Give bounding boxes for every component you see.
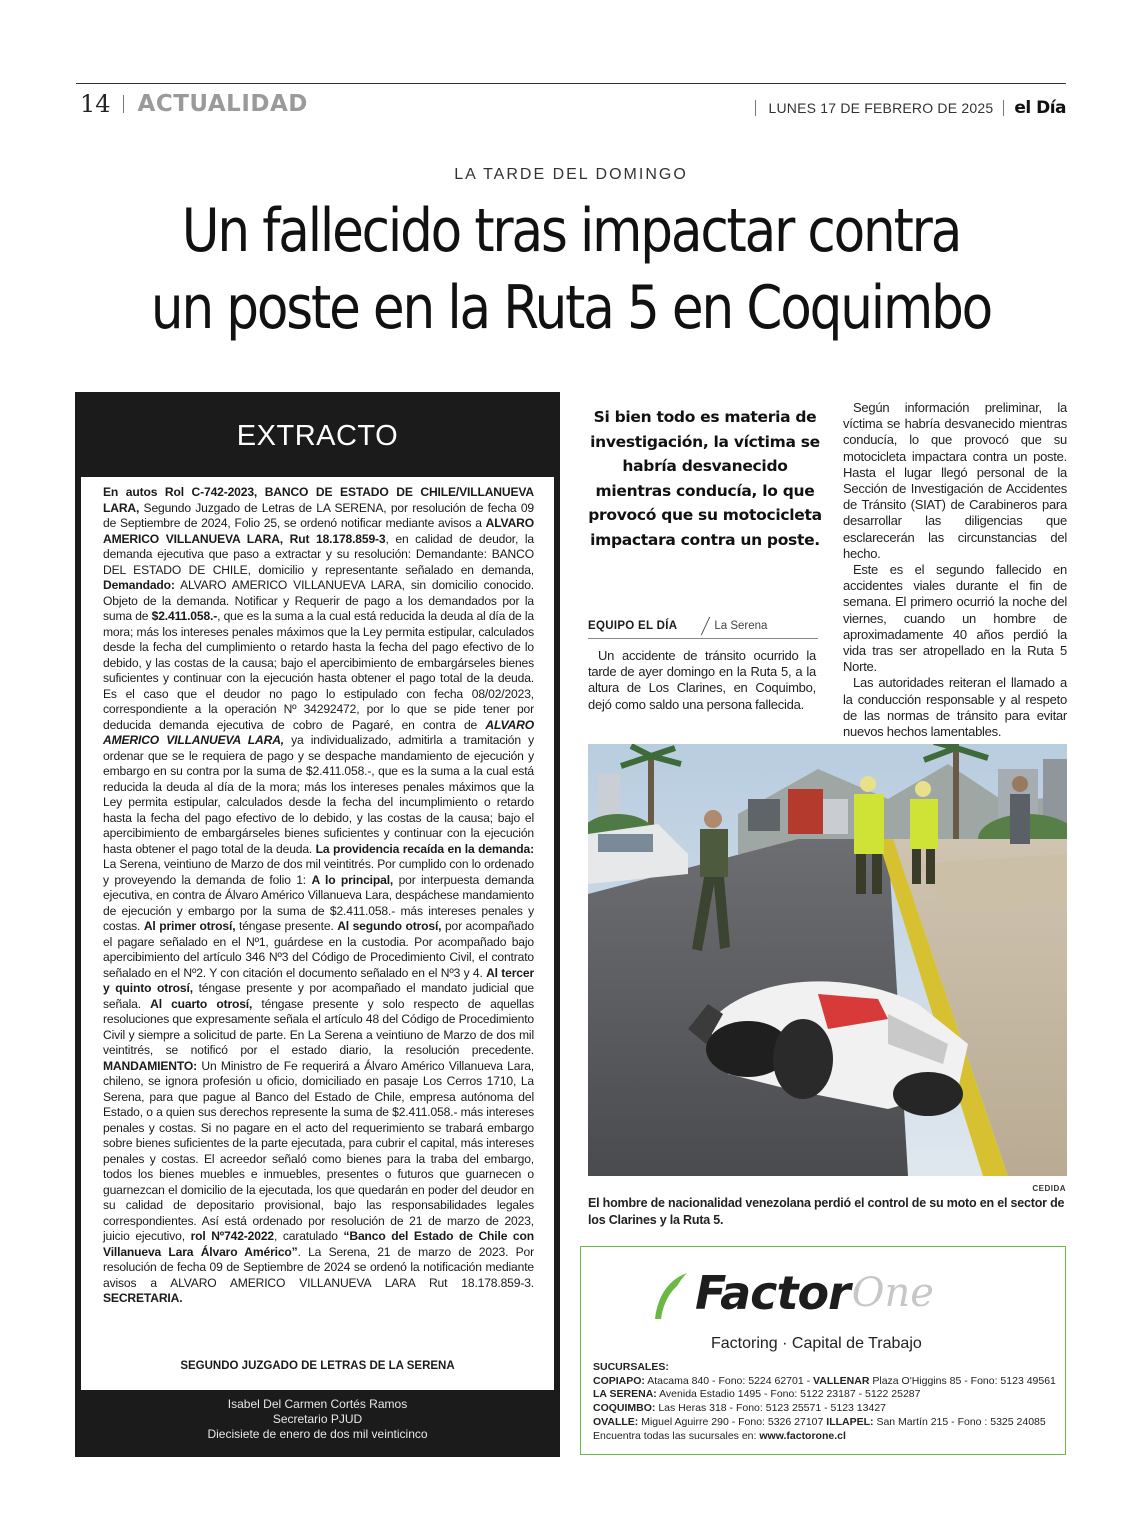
branch-info: San Martín 215 - Fono : 5325 24085 [873, 1415, 1046, 1428]
factorone-advertisement [580, 1246, 1066, 1455]
notice-text: , caratulado [273, 1229, 344, 1243]
notice-label: SECRETARIA. [103, 1291, 183, 1305]
branch-city: ILLAPEL: [826, 1415, 874, 1428]
notice-text: Segundo Juzgado de Letras de LA SERENA, por resolución de fecha 09 de Septiembre de 2024, Folio 25, se ordenó notificar mediante avisos a [103, 500, 534, 530]
headline-line-1: Un fallecido tras impactar contra [181, 196, 961, 266]
legal-notice-title: EXTRACTO [236, 420, 399, 452]
notice-text: téngase presente. [235, 919, 338, 933]
notice-label: Al cuarto otrosí, [150, 996, 253, 1011]
notice-label: Al primer otrosí, [143, 919, 236, 933]
issue-date: LUNES 17 DE FEBRERO DE 2025 [768, 100, 994, 116]
ad-tagline: Factoring · Capital de Trabajo [711, 1335, 922, 1352]
factorone-swoosh-icon [651, 1271, 691, 1321]
notice-label: A lo principal, [311, 872, 394, 887]
byline-location: La Serena [714, 620, 768, 632]
notice-text: La Serena, veintiuno de Marzo de dos mil veintitrés. Por cumplido con lo ordenado y proveyendo la demanda de folio 1: [103, 857, 534, 887]
notice-case: rol Nº742-2022 [190, 1229, 274, 1243]
branch-line [593, 1402, 1057, 1416]
branches-label: SUCURSALES: [593, 1361, 669, 1373]
photo-credit: CEDIDA [1032, 1184, 1066, 1193]
signer-name: Isabel Del Carmen Cortés Ramos [227, 1397, 408, 1411]
branch-city: OVALLE: [593, 1415, 639, 1428]
branch-footer [593, 1430, 1057, 1444]
notice-case-title: “Banco del Estado de Chile con Villanueva Lara Álvaro Américo” [103, 1229, 534, 1259]
ad-website-link[interactable]: www.factorone.cl [759, 1429, 846, 1442]
header-separator [755, 100, 756, 116]
legal-notice-box [75, 392, 560, 1457]
notice-text: por acompañado el pagare señalado en el Nº1, guárdese en la custodia. Por acompañado bajo apercibimiento del artículo 346 Nº3 del Código de Procedimiento Civil, el contrato señalado en el Nº2. Y con citación el documento señalado en el Nº3 y 4. [103, 919, 534, 980]
signature-date: Diecisiete de enero de dos mil veinticinco [207, 1427, 428, 1441]
branch-city: VALLENAR [813, 1374, 870, 1387]
notice-text: . La Serena, 21 de marzo de 2023. Por resolución de fecha 09 de Septiembre de 2024 se ordenó la notificación mediante avisos a ALVARO AMERICO VILLANUEVA LARA Rut 18.178.859-3. [103, 1244, 535, 1290]
byline [588, 617, 816, 635]
ad-branches [593, 1361, 1057, 1443]
article-paragraph: Las autoridades reiteran el llamado a la conducción responsable y al respeto de las normas de tránsito para evitar nuevos hechos lamentables. [843, 675, 1067, 740]
article-kicker: LA TARDE DEL DOMINGO [454, 166, 688, 183]
notice-label: Demandado: [103, 578, 175, 592]
header-left [80, 90, 308, 118]
branch-city: COQUIMBO: [593, 1402, 656, 1415]
byline-author: EQUIPO EL DÍA [588, 620, 678, 632]
article-column-1 [588, 648, 816, 713]
header-right [755, 98, 1066, 118]
article-paragraph: Según información preliminar, la víctima se habría desvanecido mientras conducía, lo que provocó que su motocicleta impactara contra un poste. Hasta el lugar llegó personal de la Sección de Investigación de Accidentes de Tránsito (SIAT) de Carabineros para desarrollar las diligencias que esclarecerán las circunstancias del hecho. [843, 400, 1067, 561]
newspaper-brand: el Día [1014, 98, 1066, 118]
article-paragraph: Un accidente de tránsito ocurrido la tarde de ayer domingo en la Ruta 5, a la altura de Los Clarines, en Coquimbo, dejó como saldo una persona fallecida. [588, 648, 816, 712]
headline-line-2: un poste en la Ruta 5 en Coquimbo [150, 273, 992, 343]
notice-text: ya individualizado, admitirla a tramitación y ordenar que se le requiera de pago y se despache mandamiento de ejecución y embargo en su contra por la suma de $2.411.058.-, que es la suma a la cual está reducida la deuda al día de la mora; más los intereses penales máximos que la Ley permita estipular, calculados desde la fecha del incumplimiento o retardo hasta la fecha del pago efectivo de lo debido, y las costas de la causa; bajo el apercibimiento de embargárseles bienes suficientes y continuar con la ejecución hasta obtener el pago total de la deuda. [103, 733, 534, 856]
notice-amount: $2.411.058.- [151, 609, 218, 623]
factorone-wordmark-one: One [851, 1270, 934, 1316]
notice-text: téngase presente y por acompañado el mandato judicial que señala. [103, 981, 534, 1011]
notice-case: En autos Rol C-742-2023, BANCO DE ESTADO DE CHILE/VILLANUEVA LARA, [103, 485, 534, 515]
notice-label: Al tercer y quinto otrosí, [103, 965, 534, 995]
branch-info: Miguel Aguirre 290 - Fono: 5326 27107 [638, 1415, 827, 1428]
section-name: ACTUALIDAD [137, 91, 308, 117]
notice-label: Al segundo otrosí, [337, 919, 442, 933]
factorone-wordmark: Factor [695, 1266, 850, 1320]
branch-line [593, 1388, 1057, 1402]
notice-label: MANDAMIENTO: [103, 1058, 198, 1073]
branch-info: Plaza O'Higgins 85 - Fono: 5123 49561 [869, 1374, 1056, 1387]
legal-notice-body [103, 485, 534, 1307]
legal-notice-court: SEGUNDO JUZGADO DE LETRAS DE LA SERENA [180, 1360, 455, 1372]
branch-footer-text: Encuentra todas las sucursales en: [593, 1429, 760, 1442]
notice-text: , en calidad de deudor, la demanda ejecutiva que paso a extractar y su resolución: Demandante: BANCO DEL ESTADO DE CHILE, domicilio y representante señalado en demanda, [103, 531, 534, 577]
notice-defendant: ALVARO AMERICO VILLANUEVA LARA, [103, 717, 534, 747]
accident-photo [588, 744, 1067, 1176]
notice-text: , que es la suma a la cual está reducida la deuda al día de la mora; más los intereses penales máximos que la Ley permita estipular, calculados desde la fecha del cumplimiento o retardo hasta la fecha del pago efectivo de lo debido, y las costas de la causa; bajo el apercibimiento de embargárseles bienes suficientes y continuar con la ejecución hasta obtener el pago total de la deuda. Es el caso que el deudor no pago lo estipulado con fecha 08/02/2023, correspondiente a la operación Nº 34292472, por lo que se pide tener por deducida demanda ejecutiva de cobro de Pagaré, en contra de [103, 609, 534, 732]
article-paragraph: Este es el segundo fallecido en accidentes viales durante el fin de semana. El primero ocurrió la noche del viernes, cuando un hombre de aproximadamente 40 años perdió la vida tras ser atropellado en la Ruta 5 Norte. [843, 562, 1067, 675]
byline-separator [701, 617, 710, 635]
notice-defendant: ALVARO AMERICO VILLANUEVA LARA, Rut 18.178.859-3 [103, 516, 534, 546]
branch-city: COPIAPO: [593, 1374, 645, 1387]
article-headline [132, 193, 1011, 347]
legal-notice-signature [75, 1397, 560, 1442]
branch-info: Atacama 840 - Fono: 5224 62701 - [644, 1374, 814, 1387]
header-rule [76, 83, 1066, 84]
branch-line [593, 1416, 1057, 1430]
pull-quote: Si bien todo es materia de investigación, la víctima se habría desvanecido mientras conducía, lo que provocó que su motocicleta impactara contra un poste. [588, 408, 822, 549]
branch-line [593, 1375, 1057, 1389]
byline-rule [588, 638, 818, 639]
header-separator [123, 95, 124, 113]
signer-role: Secretario PJUD [272, 1412, 363, 1426]
photo-caption: El hombre de nacionalidad venezolana perdió el control de su moto en el sector de los Clarines y la Ruta 5. [588, 1196, 1065, 1227]
page-number: 14 [80, 90, 111, 118]
notice-text: téngase presente y solo respecto de aquellas resoluciones que expresamente señala el artículo 48 del Código de Procedimiento Civil y siempre a solicitud de parte. En La Serena a veintiuno de Marzo de dos mil veintitrés, se notificó por el estado diario, la resolución precedente. [103, 996, 534, 1057]
notice-text: Un Ministro de Fe requerirá a Álvaro Américo Villanueva Lara, chileno, se ignora profesión u oficio, domiciliado en pasaje Los Cerros 1710, La Serena, para que pague al Banco del Estado de Chile, empresa autónoma del Estado, o a quien sus derechos represente la suma de $2.411.058.- más intereses penales y costas. Si no pagare en el acto del requerimiento se trabará embargo sobre bienes suficientes de la parte ejecutada, para cubrir el capital, más intereses penales y costas. El acreedor señaló como bienes para la traba del embargo, todos los bienes muebles e inmuebles, presentes o futuros que guarnecen o guarnezcan el domicilio de la ejecutada, los que quedarán en poder del deudor en su calidad de depositario provisional, bajo las responsabilidades legales correspondientes. Así está ordenado por resolución de 21 de marzo de 2023, juicio ejecutivo, [103, 1058, 534, 1243]
accident-photo-illustration [588, 744, 1067, 1176]
header-separator [1003, 100, 1004, 116]
notice-text: por interpuesta demanda ejecutiva, en contra de Álvaro Américo Villanueva Lara, despáchese mandamiento de ejecución y embargo por la suma de $2.411.058.- más intereses penales y costas. [103, 872, 535, 933]
bystander-figure [1010, 776, 1030, 844]
legal-notice-panel [81, 477, 554, 1390]
article-column-2 [843, 400, 1067, 740]
notice-label: La providencia recaída en la demanda: [315, 841, 535, 856]
notice-text: ALVARO AMERICO VILLANUEVA LARA, sin domicilio conocido. Objeto de la demanda. Notificar y Requerir de pago a los demandados por la suma de [103, 578, 534, 623]
branch-info: Las Heras 318 - Fono: 5123 25571 - 5123 13427 [655, 1402, 887, 1415]
branch-city: LA SERENA: [593, 1388, 657, 1401]
branch-info: Avenida Estadio 1495 - Fono: 5122 23187 - 5122 25287 [656, 1388, 921, 1401]
factorone-logo [651, 1261, 934, 1321]
